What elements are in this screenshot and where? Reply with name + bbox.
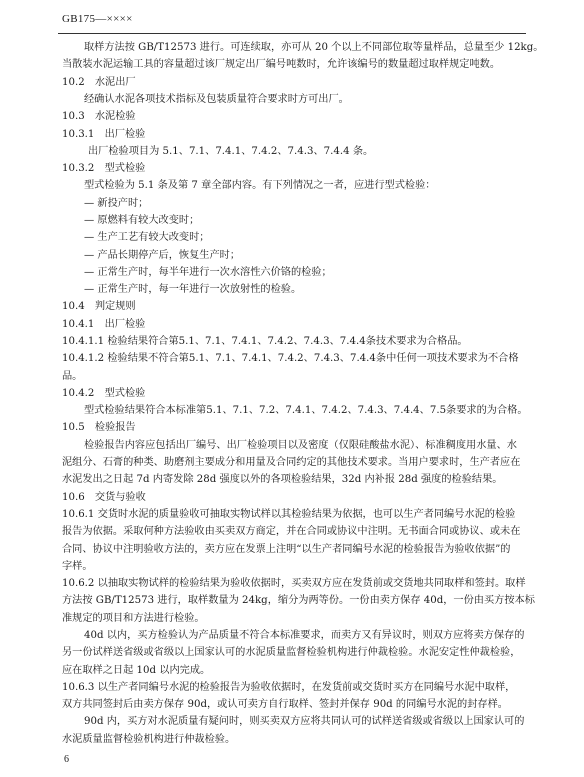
paragraph-line: 型式检验为 5.1 条及第 7 章全部内容。有下列情况之一者，应进行型式检验： (84, 180, 436, 192)
section-heading: 10.3 水泥检验 (62, 111, 136, 123)
paragraph-line: 双方共同签封后由卖方保存 90d，或认可卖方自行取样、签封并保存 90d 的同编号水泥的封存样。 (62, 699, 508, 711)
paragraph-line: 10.4.1.2 检验结果不符合第5.1、7.1、7.4.1、7.4.2、7.4.3、7.4.4条中任何一项技术要求为不合格 (62, 353, 519, 365)
paragraph-line: 经确认水泥各项技术指标及包装质量符合要求时方可出厂。 (84, 93, 349, 105)
list-item: — 产品长期停产后，恢复生产时； (84, 249, 241, 261)
paragraph-line: 泥组分、石膏的种类、助磨剂主要成分和用量及合同约定的其他技术要求。当用户要求时，生产者应在 (62, 457, 521, 468)
paragraph-line: 型式检验结果符合本标准第5.1、7.1、7.2、7.4.1、7.4.2、7.4.3、7.4.4、7.5条要求的为合格。 (84, 405, 528, 417)
paragraph-line: 水泥质量监督检验机构进行仲裁检验。 (62, 733, 236, 745)
list-item: — 原燃料有较大改变时； (84, 214, 200, 226)
paragraph-line: 当散装水泥运输工具的容量超过该厂规定出厂编号吨数时，允许该编号的数量超过取样规定吨数。 (62, 59, 501, 71)
subsection-heading: 10.4.1 出厂检验 (62, 318, 146, 330)
subsection-heading: 10.3.1 出厂检验 (62, 128, 146, 140)
paragraph-line: 出厂检验项目为 5.1、7.1、7.4.1、7.4.2、7.4.3、7.4.4 条。 (88, 145, 374, 157)
list-item: — 新投产时； (84, 197, 149, 209)
page-number: 6 (64, 754, 69, 765)
paragraph-line: 品。 (62, 370, 83, 382)
paragraph-line: 方法按 GB/T12573 进行，取样数量为 24kg，缩分为两等份。一份由卖方保存 40d，一份由买方按本标 (62, 595, 535, 607)
paragraph-line: 报告为依据。采取何种方法验收由买卖双方商定，并在合同或协议中注明。无书面合同或协议、或未在 (62, 526, 521, 538)
section-heading: 10.4 判定规则 (62, 301, 136, 313)
paragraph-line: 检验报告内容应包括出厂编号、出厂检验项目以及密度（仅限硅酸盐水泥）、标准稠度用水量、水 (84, 439, 517, 451)
paragraph-line: 应在取样之日起 10d 以内完成。 (62, 664, 211, 676)
list-item: — 生产工艺有较大改变时； (84, 232, 210, 244)
paragraph-line: 10.6.1 交货时水泥的质量验收可抽取实物试样以其检验结果为依据，也可以生产者同编号水泥的检验 (62, 508, 516, 520)
paragraph-line: 10.4.1.1 检验结果符合第5.1、7.1、7.4.1、7.4.2、7.4.3、7.4.4条技术要求为合格品。 (62, 336, 468, 347)
header-rule (58, 33, 526, 34)
paragraph-line: 40d 以内，买方检验认为产品质量不符合本标准要求，而卖方又有异议时，则双方应将卖方保存的 (84, 630, 525, 641)
standard-code-header: GB175—×××× (62, 13, 133, 25)
paragraph-line: 取样方法按 GB/T12573 进行。可连续取，亦可从 20 个以上不同部位取等量样品，总量至少 12kg。 (84, 42, 544, 53)
paragraph-line: 水泥发出之日起 7d 内寄发除 28d 强度以外的各项检验结果，32d 内补报 28d 强度的检验结果。 (62, 474, 503, 486)
paragraph-line: 合同、协议中注明验收方法的，卖方应在发票上注明“以生产者同编号水泥的检验报告为验收依据”的 (62, 543, 511, 555)
paragraph-line: 10.6.2 以抽取实物试样的检验结果为验收依据时，买卖双方应在发货前或交货地共同取样和签封。取样 (62, 578, 526, 590)
paragraph-line: 字样。 (62, 560, 93, 572)
paragraph-line: 准规定的项目和方法进行检验。 (62, 612, 205, 624)
paragraph-line: 10.6.3 以生产者同编号水泥的检验报告为验收依据时，在发货前或交货时买方在同编号水泥中取样， (62, 681, 516, 693)
section-heading: 10.5 检验报告 (62, 422, 136, 434)
paragraph-line: 90d 内，买方对水泥质量有疑问时，则买卖双方应将共同认可的试样送省级或省级以上国家认可的 (84, 716, 525, 728)
section-heading: 10.2 水泥出厂 (62, 76, 136, 88)
subsection-heading: 10.3.2 型式检验 (62, 163, 146, 174)
paragraph-line: 另一份试样送省级或省级以上国家认可的水泥质量监督检验机构进行仲裁检验。水泥安定性仲裁检验， (62, 647, 521, 659)
section-heading: 10.6 交货与验收 (62, 491, 146, 503)
subsection-heading: 10.4.2 型式检验 (62, 387, 146, 399)
list-item: — 正常生产时，每一年进行一次放射性的检验。 (84, 284, 302, 296)
list-item: — 正常生产时，每半年进行一次水溶性六价铬的检验； (84, 266, 332, 278)
